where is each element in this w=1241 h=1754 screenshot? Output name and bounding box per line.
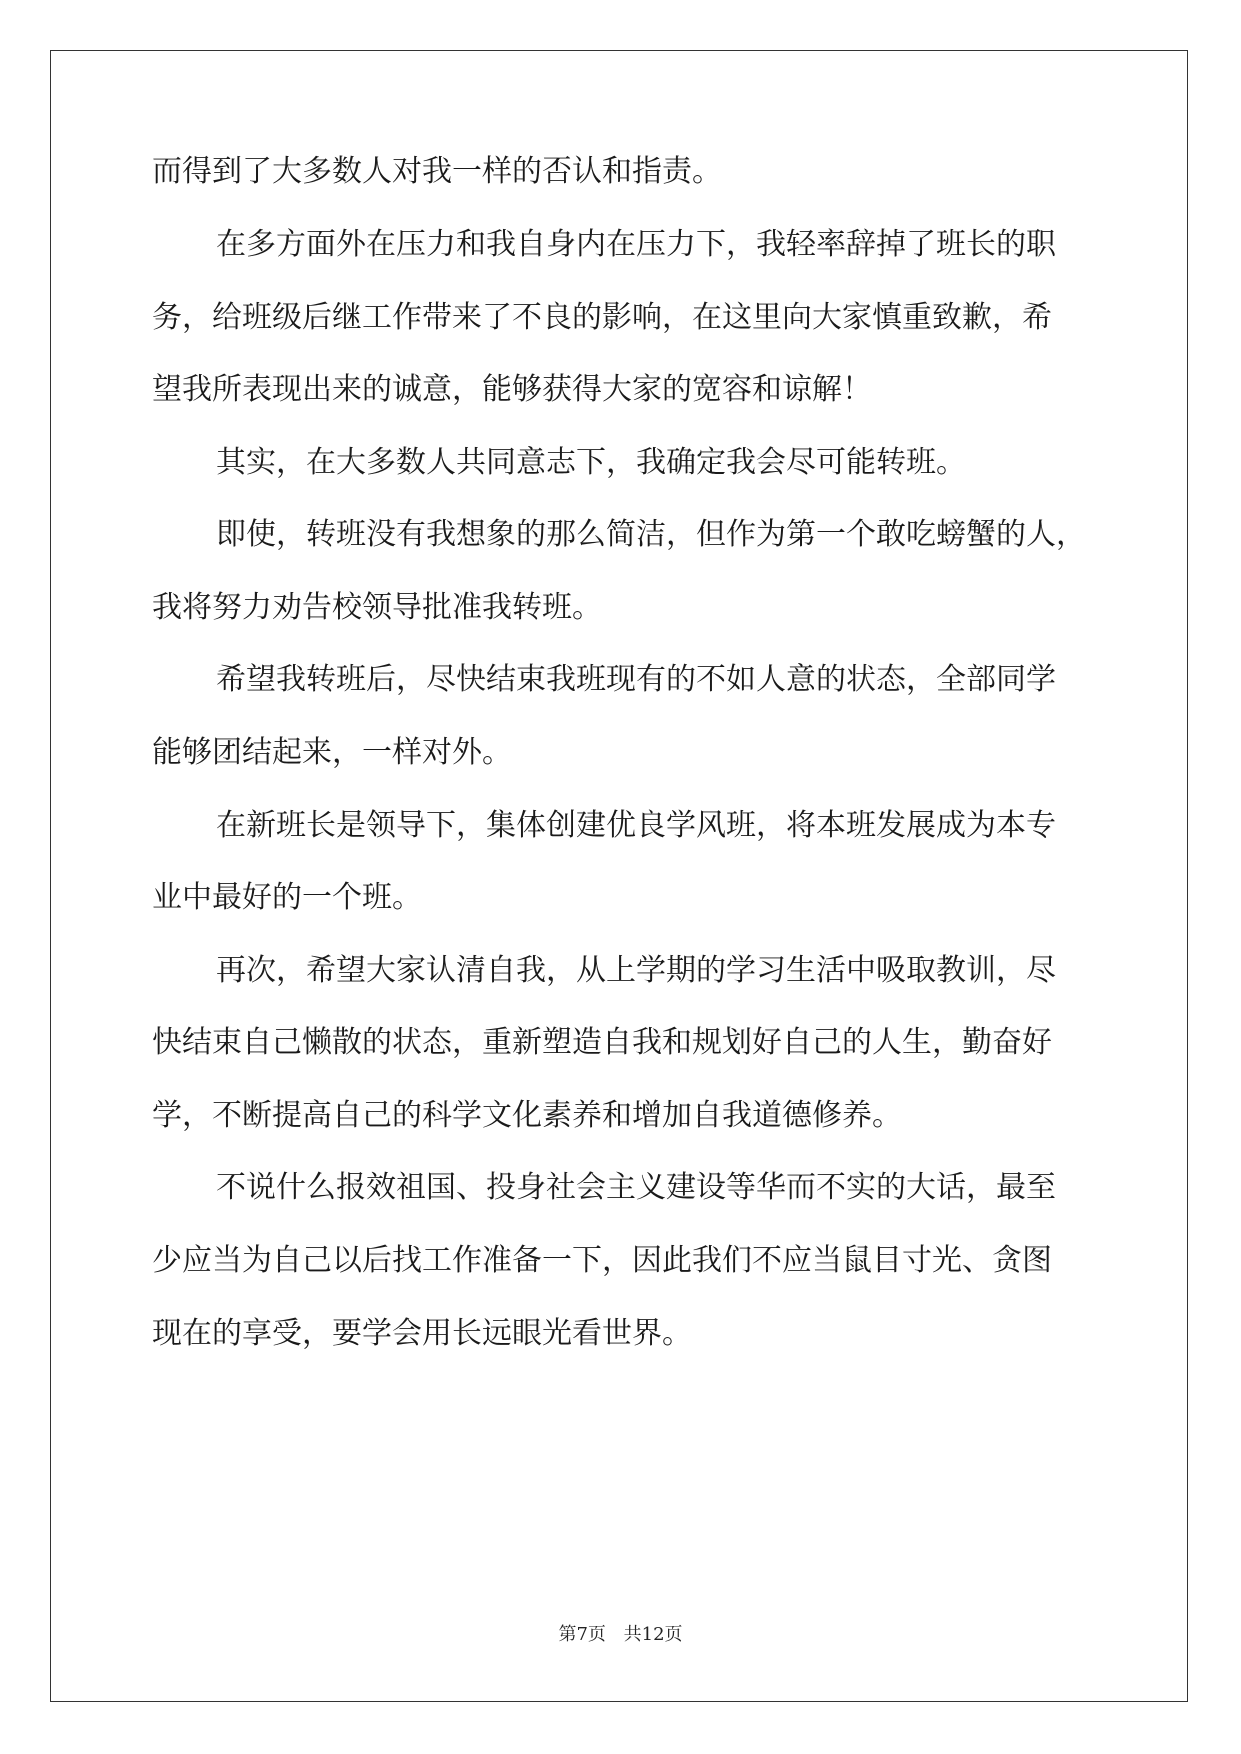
page-border <box>50 50 1188 1702</box>
paragraph-first-line: 在多方面外在压力和我自身内在压力下，我轻率辞掉了班长的职 <box>216 227 1056 262</box>
page-total: 共12页 <box>623 1624 683 1645</box>
text-line: 快结束自己懒散的状态，重新塑造自我和规划好自己的人生，勤奋好 <box>152 1025 1052 1060</box>
text-line: 现在的享受，要学会用长远眼光看世界。 <box>152 1316 692 1351</box>
page-footer <box>0 1624 1241 1646</box>
text-line: 我将努力劝告校领导批准我转班。 <box>152 590 602 625</box>
paragraph-first-line: 希望我转班后，尽快结束我班现有的不如人意的状态，全部同学 <box>216 662 1056 697</box>
paragraph-first-line: 在新班长是领导下，集体创建优良学风班，将本班发展成为本专 <box>216 808 1056 843</box>
paragraph-first-line: 再次，希望大家认清自我，从上学期的学习生活中吸取教训，尽 <box>216 953 1056 988</box>
text-line: 务，给班级后继工作带来了不良的影响，在这里向大家慎重致歉，希 <box>152 300 1052 335</box>
paragraph-first-line: 不说什么报效祖国、投身社会主义建设等华而不实的大话，最至 <box>216 1170 1056 1205</box>
paragraph-first-line: 其实，在大多数人共同意志下，我确定我会尽可能转班。 <box>216 445 966 480</box>
text-line: 望我所表现出来的诚意，能够获得大家的宽容和谅解！ <box>152 372 872 407</box>
paragraph-first-line: 即使，转班没有我想象的那么简洁，但作为第一个敢吃螃蟹的人， <box>216 517 1086 552</box>
page-number: 第7页 <box>558 1624 606 1645</box>
text-line: 而得到了大多数人对我一样的否认和指责。 <box>152 154 722 189</box>
text-line: 能够团结起来，一样对外。 <box>152 735 512 770</box>
text-line: 业中最好的一个班。 <box>152 880 422 915</box>
text-line: 少应当为自己以后找工作准备一下，因此我们不应当鼠目寸光、贪图 <box>152 1243 1052 1278</box>
text-line: 学，不断提高自己的科学文化素养和增加自我道德修养。 <box>152 1098 902 1133</box>
